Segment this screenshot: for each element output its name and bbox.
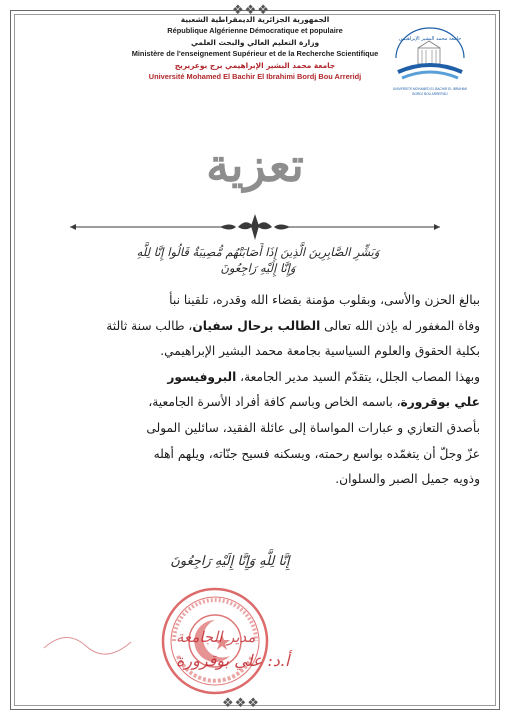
university-arabic: جامعة محمد البشير الإبراهيمي برج بوعريريج <box>174 60 336 70</box>
body-line <box>40 365 480 391</box>
rector-signature <box>36 618 290 678</box>
body-text: ، باسمه الخاص وباسم كافة أفراد الأسرة الجامعية، <box>148 395 401 410</box>
deceased-name: الطالب برحال سفيان <box>192 318 321 333</box>
top-ornament: ❖❖❖ <box>232 3 270 18</box>
bottom-ornament: ❖❖❖ <box>222 696 260 711</box>
title-calligraphy <box>150 132 360 202</box>
ministry-french: Ministère de l'enseignement Supérieur et de la Recherche Scientifique <box>131 49 379 59</box>
svg-text:جامعة محمد البشير الإبراهيمي: جامعة محمد البشير الإبراهيمي <box>398 36 462 42</box>
body-text: وبهذا المصاب الجلل، يتقدّم السيد مدير الجامعة، <box>236 369 480 384</box>
body-line <box>40 390 480 416</box>
ministry-arabic: وزارة التعليم العالي والبحث العلمي <box>190 37 320 47</box>
body-text: وفاة المغفور له بإذن الله تعالى <box>320 318 480 333</box>
svg-text:مدير الجامعة: مدير الجامعة <box>176 628 256 646</box>
university-french: Université Mohamed El Bachir El Ibrahimi Bordj Bou Arreridj <box>148 72 362 82</box>
rector-name: علي بوقرورة <box>400 395 480 410</box>
university-logo <box>388 28 472 108</box>
quran-verse: وَبَشِّرِ الصَّابِرِينَ الَّذِينَ إِذَا أَصَابَتْهُم مُّصِيبَةٌ قَالُوا إِنَّا لِلَّهِ وَإِنَّا إِلَيْهِ رَاجِعُونَ <box>136 245 380 275</box>
letterhead <box>100 14 410 82</box>
svg-text:أ.د: علي بوقرورة: أ.د: علي بوقرورة <box>176 651 290 670</box>
republic-arabic: الجمهورية الجزائرية الديمقراطية الشعبية <box>180 15 330 24</box>
body-line <box>40 314 480 340</box>
svg-text:BORDJ BOU ARRERIDJ: BORDJ BOU ARRERIDJ <box>412 92 448 96</box>
svg-text:UNIVERSITE MOHAMED EL BACHIR E: UNIVERSITE MOHAMED EL BACHIR EL IBRAHIMI <box>393 87 467 91</box>
body-line: بأصدق التعازي و عبارات المواساة إلى عائلة الفقيد، سائلين المولى <box>146 420 480 435</box>
rector-title: البروفيسور <box>167 369 237 384</box>
closing-verse: إِنَّا لِلَّهِ وَإِنَّا إِلَيْهِ رَاجِعُونَ <box>170 554 290 569</box>
body-line: بكلية الحقوق والعلوم السياسية بجامعة محمد البشير الإبراهيمي. <box>160 344 480 359</box>
body-line: ببالغ الحزن والأسى، وبقلوب مؤمنة بقضاء الله وقدره، تلقينا نبأ <box>169 293 480 307</box>
condolence-body <box>40 288 480 493</box>
body-text: ، طالب سنة ثالثة <box>106 318 193 333</box>
document-title: تعزية <box>206 138 304 192</box>
republic-french: République Algérienne Démocratique et populaire <box>167 26 343 36</box>
body-line: وذويه جميل الصبر والسلوان. <box>335 472 480 487</box>
ornamental-divider <box>70 212 440 242</box>
body-line: عزّ وجلّ أن يتغمّده بواسع رحمته، ويسكنه فسيح جنّاته، ويلهم أهله <box>153 446 480 461</box>
